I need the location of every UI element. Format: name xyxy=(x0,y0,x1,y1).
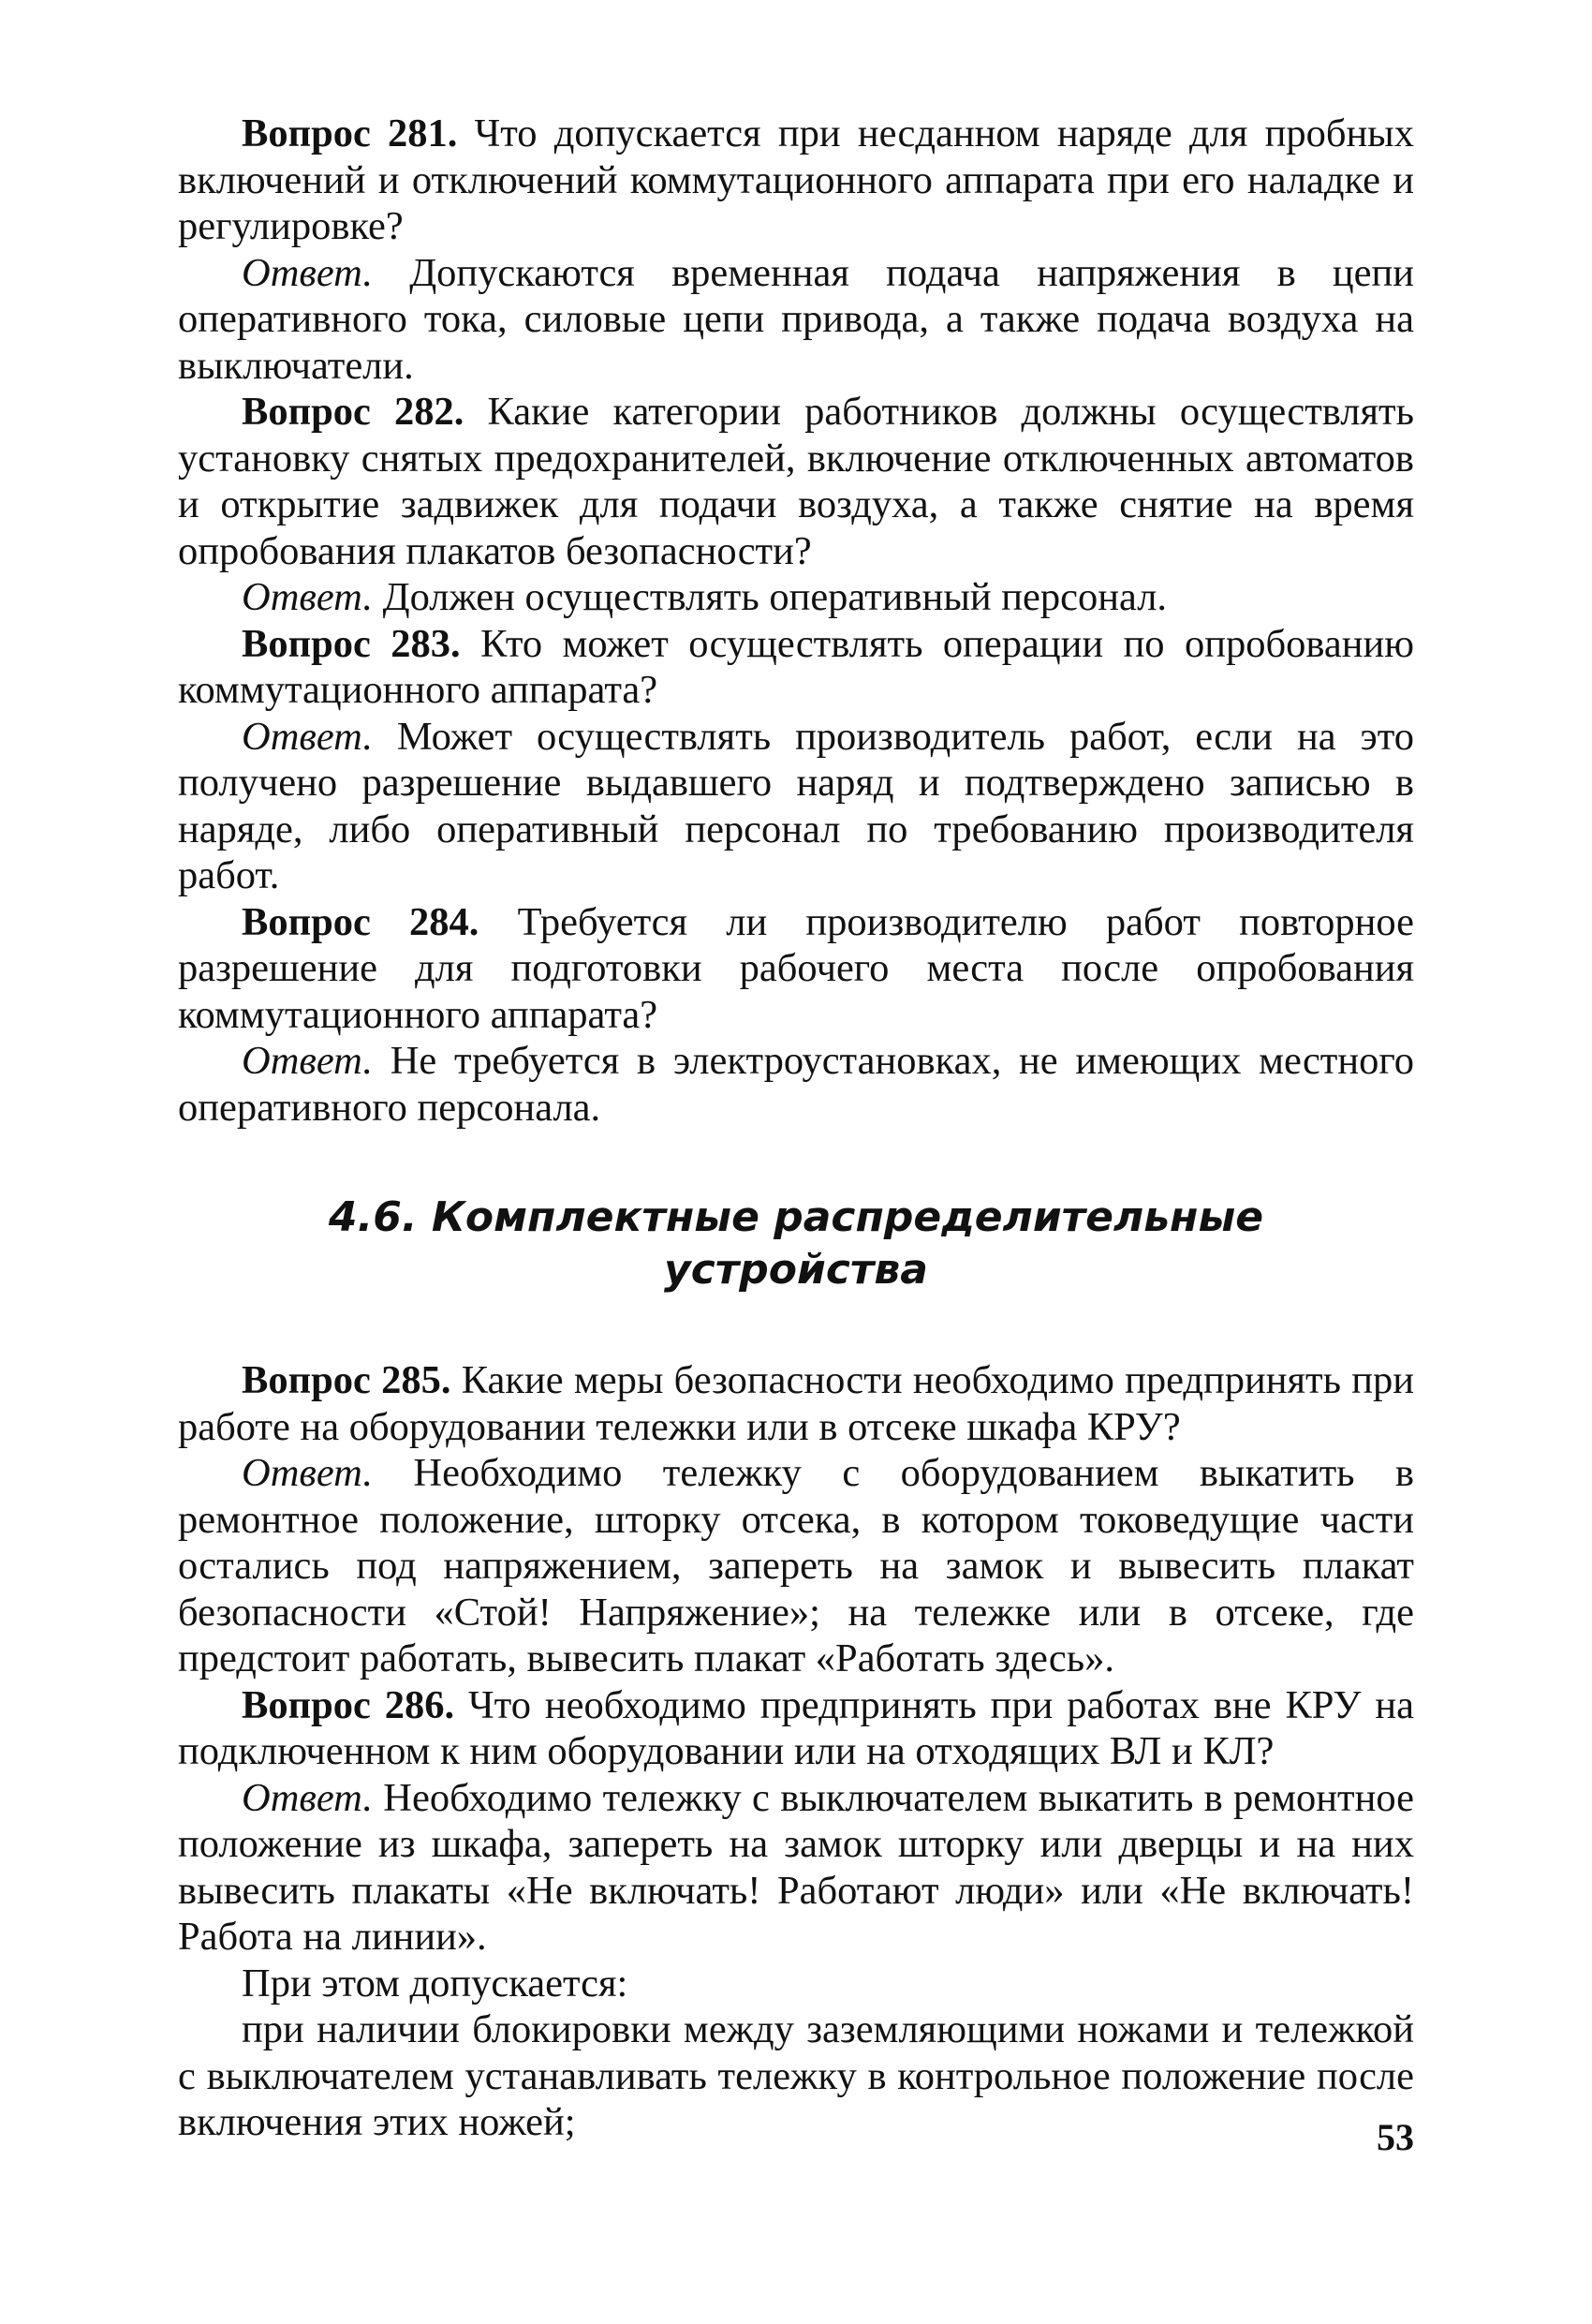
question-label: Вопрос 284. xyxy=(242,899,479,944)
question-283 xyxy=(178,621,1414,714)
answer-label: Ответ. xyxy=(242,1039,373,1083)
answer-text: Не требуется в электроустановках, не имеющих местного оперативного персонала. xyxy=(178,1039,1414,1130)
question-label: Вопрос 285. xyxy=(242,1358,451,1402)
answer-label: Ответ. xyxy=(242,1451,373,1495)
answer-text: Должен осуществлять оперативный персонал. xyxy=(372,575,1168,619)
answer-label: Ответ. xyxy=(242,1775,373,1820)
answer-284 xyxy=(178,1038,1414,1131)
page-number: 53 xyxy=(1377,2116,1414,2158)
answer-283 xyxy=(178,714,1414,899)
paragraph-blocking: при наличии блокировки между заземляющими ножами и тележкой с выключателем устанавливать тележку в контрольное положение после включения этих ножей; xyxy=(178,2007,1414,2144)
section-heading-line-1: 4.6. Комплектные распределительные xyxy=(328,1193,1264,1241)
question-label: Вопрос 286. xyxy=(242,1682,455,1727)
section-heading xyxy=(178,1192,1414,1296)
answer-286 xyxy=(178,1775,1414,1961)
answer-label: Ответ. xyxy=(242,250,373,295)
question-text: Требуется ли производителю работ повторное разрешение для подготовки рабочего места после опробования коммутационного аппарата? xyxy=(178,899,1414,1037)
section-heading-line-2: устройства xyxy=(664,1246,928,1294)
answer-text: Необходимо тележку с выключателем выкатить в ремонтное положение из шкафа, запереть на замок шторку или дверцы и на них вывесить плакаты «Не включать! Работают люди» или «Не включать! Работа на линии». xyxy=(178,1775,1414,1959)
answer-285 xyxy=(178,1450,1414,1682)
question-282 xyxy=(178,389,1414,574)
answer-text: Допускаются временная подача напряжения в цепи оперативного тока, силовые цепи привода, а также подача воздуха на выключатели. xyxy=(178,250,1414,388)
question-label: Вопрос 281. xyxy=(242,111,458,155)
answer-text: Может осуществлять производитель работ, если на это получено разрешение выдавшего наряд и подтверждено записью в наряде, либо оперативный персонал по требованию производителя работ. xyxy=(178,714,1414,897)
question-text: Какие категории работников должны осуществлять установку снятых предохранителей, включение отключенных автоматов и открытие задвижек для подачи воздуха, а также снятие на время опробования плакатов безопасности? xyxy=(178,390,1414,573)
answer-281 xyxy=(178,250,1414,390)
question-text: Что необходимо предпринять при работах вне КРУ на подключенном к ним оборудовании или на отходящих ВЛ и КЛ? xyxy=(178,1682,1414,1773)
question-text: Что допускается при несданном наряде для пробных включений и отключений коммутационного аппарата при его наладке и регулировке? xyxy=(178,111,1414,248)
question-286 xyxy=(178,1682,1414,1775)
answer-label: Ответ. xyxy=(242,714,373,759)
question-label: Вопрос 283. xyxy=(242,621,461,666)
question-284 xyxy=(178,899,1414,1039)
question-text: Кто может осуществлять операции по опробованию коммутационного аппарата? xyxy=(178,621,1414,712)
page-body xyxy=(178,111,1414,2146)
paragraph-allowed: При этом допускается: xyxy=(242,1961,628,2006)
question-281 xyxy=(178,111,1414,250)
question-285 xyxy=(178,1357,1414,1450)
answer-text: Необходимо тележку с оборудованием выкатить в ремонтное положение, шторку отсека, в котором токоведущие части остались под напряжением, запереть на замок и вывесить плакат безопасности «Стой! Напряжение»; на тележке или в отсеке, где предстоит работать, вывесить плакат «Работать здесь». xyxy=(178,1451,1414,1680)
question-label: Вопрос 282. xyxy=(242,390,464,434)
question-text: Какие меры безопасности необходимо предпринять при работе на оборудовании тележки или в отсеке шкафа КРУ? xyxy=(178,1358,1414,1449)
answer-label: Ответ. xyxy=(242,575,373,619)
answer-282 xyxy=(178,574,1414,621)
